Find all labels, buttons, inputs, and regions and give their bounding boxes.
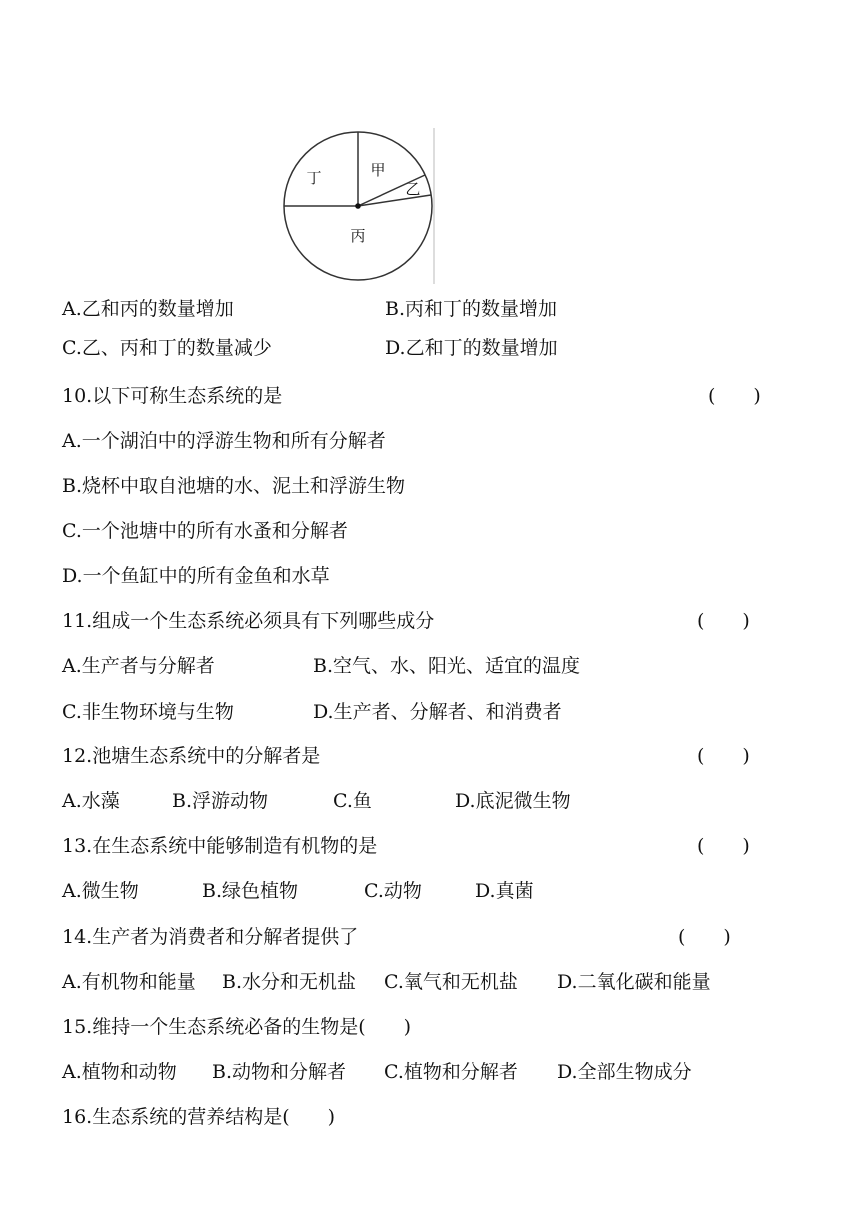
pie-label-yi: 乙 <box>405 180 421 198</box>
q13-stem: 13.在生态系统中能够制造有机物的是 <box>62 835 378 857</box>
q12-option-b: B.浮游动物 <box>172 790 269 812</box>
q11-option-c: C.非生物环境与生物 <box>62 701 234 723</box>
q11-answer-blank: ( ) <box>697 610 750 632</box>
pie-label-ding: 丁 <box>306 169 322 187</box>
q11-stem: 11.组成一个生态系统必须具有下列哪些成分 <box>62 610 435 632</box>
q11-option-a: A.生产者与分解者 <box>62 655 215 677</box>
q12-answer-blank: ( ) <box>697 745 750 767</box>
q10-stem: 10.以下可称生态系统的是 <box>62 385 283 407</box>
q13-option-c: C.动物 <box>364 880 422 902</box>
q12-stem: 12.池塘生态系统中的分解者是 <box>62 745 321 767</box>
pie-figure <box>280 128 436 284</box>
q10-option-a: A.一个湖泊中的浮游生物和所有分解者 <box>62 430 386 452</box>
q9-option-d: D.乙和丁的数量增加 <box>385 337 558 359</box>
q16-stem: 16.生态系统的营养结构是( ) <box>62 1106 336 1128</box>
q12-option-c: C.鱼 <box>333 790 372 812</box>
q13-option-b: B.绿色植物 <box>202 880 299 902</box>
q13-option-a: A.微生物 <box>62 880 139 902</box>
q14-answer-blank: ( ) <box>678 926 731 948</box>
q12-option-a: A.水藻 <box>62 790 120 812</box>
q10-option-b: B.烧杯中取自池塘的水、泥土和浮游生物 <box>62 475 406 497</box>
q14-option-b: B.水分和无机盐 <box>222 971 357 993</box>
q14-option-d: D.二氧化碳和能量 <box>557 971 711 993</box>
q11-option-d: D.生产者、分解者、和消费者 <box>313 701 562 723</box>
q13-answer-blank: ( ) <box>697 835 750 857</box>
q11-option-b: B.空气、水、阳光、适宜的温度 <box>313 655 581 677</box>
q13-option-d: D.真菌 <box>475 880 534 902</box>
pie-center-dot <box>355 203 361 209</box>
q14-option-c: C.氧气和无机盐 <box>384 971 518 993</box>
q15-stem: 15.维持一个生态系统必备的生物是( ) <box>62 1016 412 1038</box>
q10-answer-blank: ( ) <box>708 385 761 407</box>
q9-option-c: C.乙、丙和丁的数量减少 <box>62 337 272 359</box>
q10-option-d: D.一个鱼缸中的所有金鱼和水草 <box>62 565 330 587</box>
q10-option-c: C.一个池塘中的所有水蚤和分解者 <box>62 520 348 542</box>
q9-option-b: B.丙和丁的数量增加 <box>385 298 558 320</box>
q12-option-d: D.底泥微生物 <box>455 790 571 812</box>
q15-option-a: A.植物和动物 <box>62 1061 177 1083</box>
q15-option-d: D.全部生物成分 <box>557 1061 692 1083</box>
q14-option-a: A.有机物和能量 <box>62 971 196 993</box>
pie-label-jia: 甲 <box>370 161 386 179</box>
q15-option-b: B.动物和分解者 <box>212 1061 347 1083</box>
pie-label-bing: 丙 <box>350 227 366 245</box>
q15-option-c: C.植物和分解者 <box>384 1061 518 1083</box>
q14-stem: 14.生产者为消费者和分解者提供了 <box>62 926 359 948</box>
q9-option-a: A.乙和丙的数量增加 <box>62 298 234 320</box>
